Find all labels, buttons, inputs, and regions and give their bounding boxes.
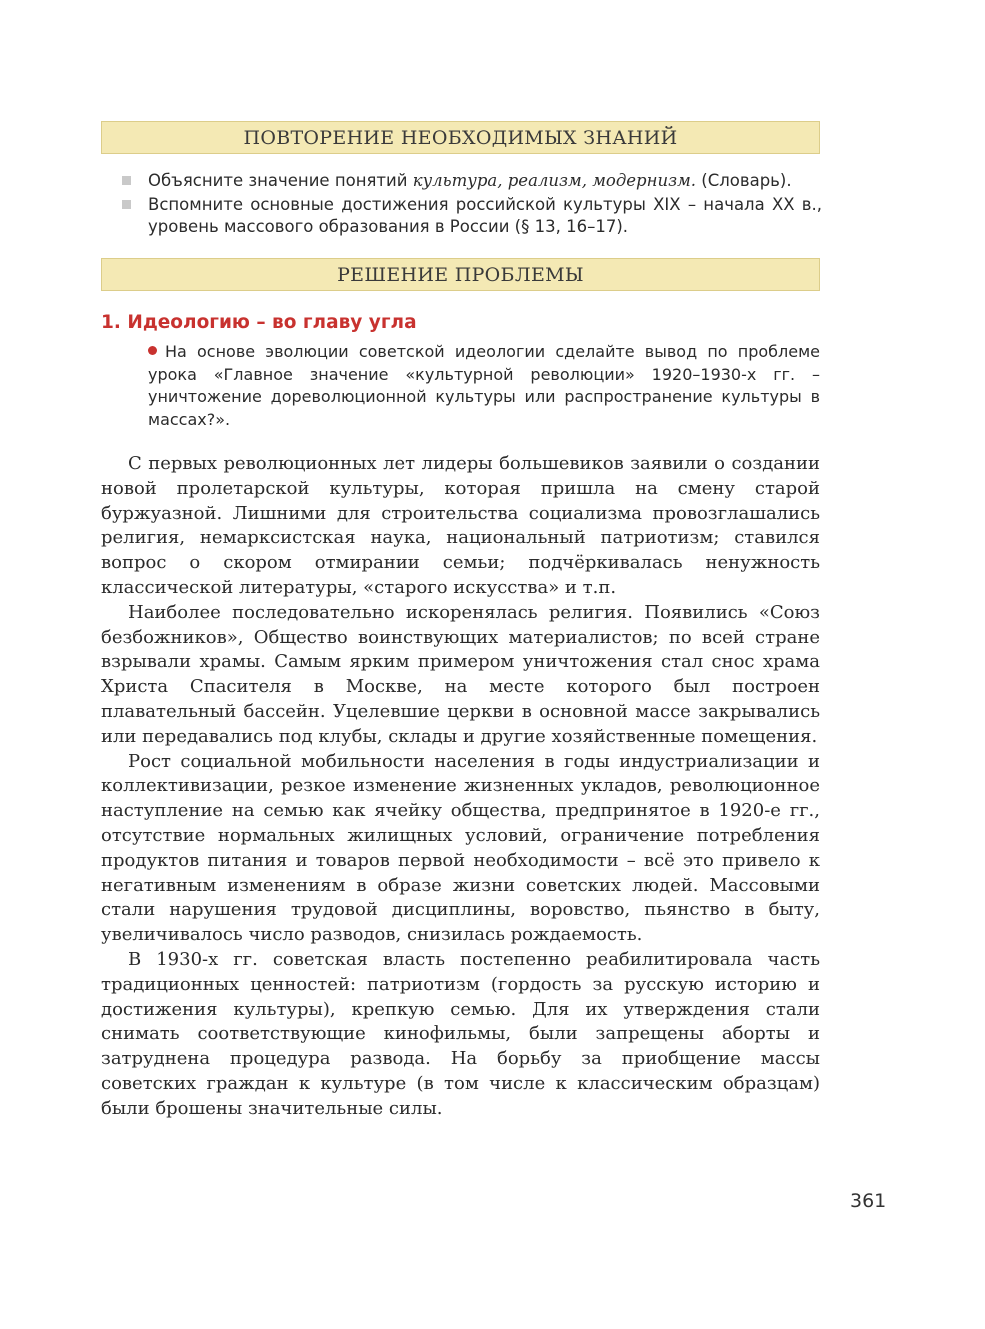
problem-banner: РЕШЕНИЕ ПРОБЛЕМЫ — [101, 258, 820, 291]
review-list — [122, 170, 822, 240]
review-banner: ПОВТОРЕНИЕ НЕОБХОДИМЫХ ЗНАНИЙ — [101, 121, 820, 154]
paragraph: Рост социальной мобильности населения в годы индустриализации и коллективизации, резкое изменение жизненных укладов, революционное наступление на семью как ячейку общества, предпринятое в 1920-е гг., отсутствие нормальных жилищных условий, ограничение потребления продуктов питания и товаров первой необходимости – всё это привело к негативным изменениям в образе жизни советских людей. Массовыми стали нарушения трудовой дисциплины, воровство, пьянство в быту, увеличивалось число разводов, снизилась рождаемость. — [101, 750, 820, 946]
task-text-content: На основе эволюции советской идеологии сделайте вывод по проблеме урока «Главное значение «культурной революции» 1920–1930-х гг. – уничтожение дореволюционной культуры или распространение культуры в массах?». — [148, 342, 820, 429]
square-bullet-icon — [122, 200, 131, 209]
red-dot-bullet-icon — [148, 346, 157, 355]
list-item — [122, 194, 822, 238]
review-item-text: Вспомните основные достижения российской культуры XIX – начала XX в., уровень массового образования в России (§ 13, 16–17). — [148, 195, 822, 236]
section-heading: 1. Идеологию – во главу угла — [101, 312, 417, 333]
paragraph: С первых революционных лет лидеры большевиков заявили о создании новой пролетарской культуры, которая пришла на смену старой буржуазной. Лишними для строительства социализма провозглашались религия, немарксистская наука, национальный патриотизм; ставился вопрос о скором отмирании семьи; подчёркивалась ненужность классической литературы, «старого искусства» и т.п. — [101, 453, 820, 598]
paragraph: Наиболее последовательно искоренялась религия. Появились «Союз безбожников», Общество воинствующих материалистов; по всей стране взрывали храмы. Самым ярким примером уничтожения стал снос храма Христа Спасителя в Москве, на месте которого был построен плавательный бассейн. Уцелевшие церкви в основной массе закрывались или передавались под клубы, склады и другие хозяйственные помещения. — [101, 601, 820, 747]
page-number: 361 — [850, 1190, 887, 1212]
square-bullet-icon — [122, 176, 131, 185]
paragraph: В 1930-х гг. советская власть постепенно реабилитировала часть традиционных ценностей: патриотизм (гордость за русскую историю и достижения культуры), крепкую семью. Для их утверждения стали снимать соответствующие кинофильмы, были запрещены аборты и затруднена процедура развода. На борьбу за приобщение массы советских граждан к культуре (в том числе к классическим образцам) были брошены значительные силы. — [101, 948, 820, 1119]
body-text — [101, 452, 820, 1122]
review-item-ref: (Словарь). — [696, 171, 792, 190]
list-item — [122, 170, 822, 192]
task-text — [148, 341, 820, 431]
review-item-terms: культура, реализм, модернизм. — [412, 171, 697, 190]
review-item-text: Объясните значение понятий — [148, 171, 413, 190]
